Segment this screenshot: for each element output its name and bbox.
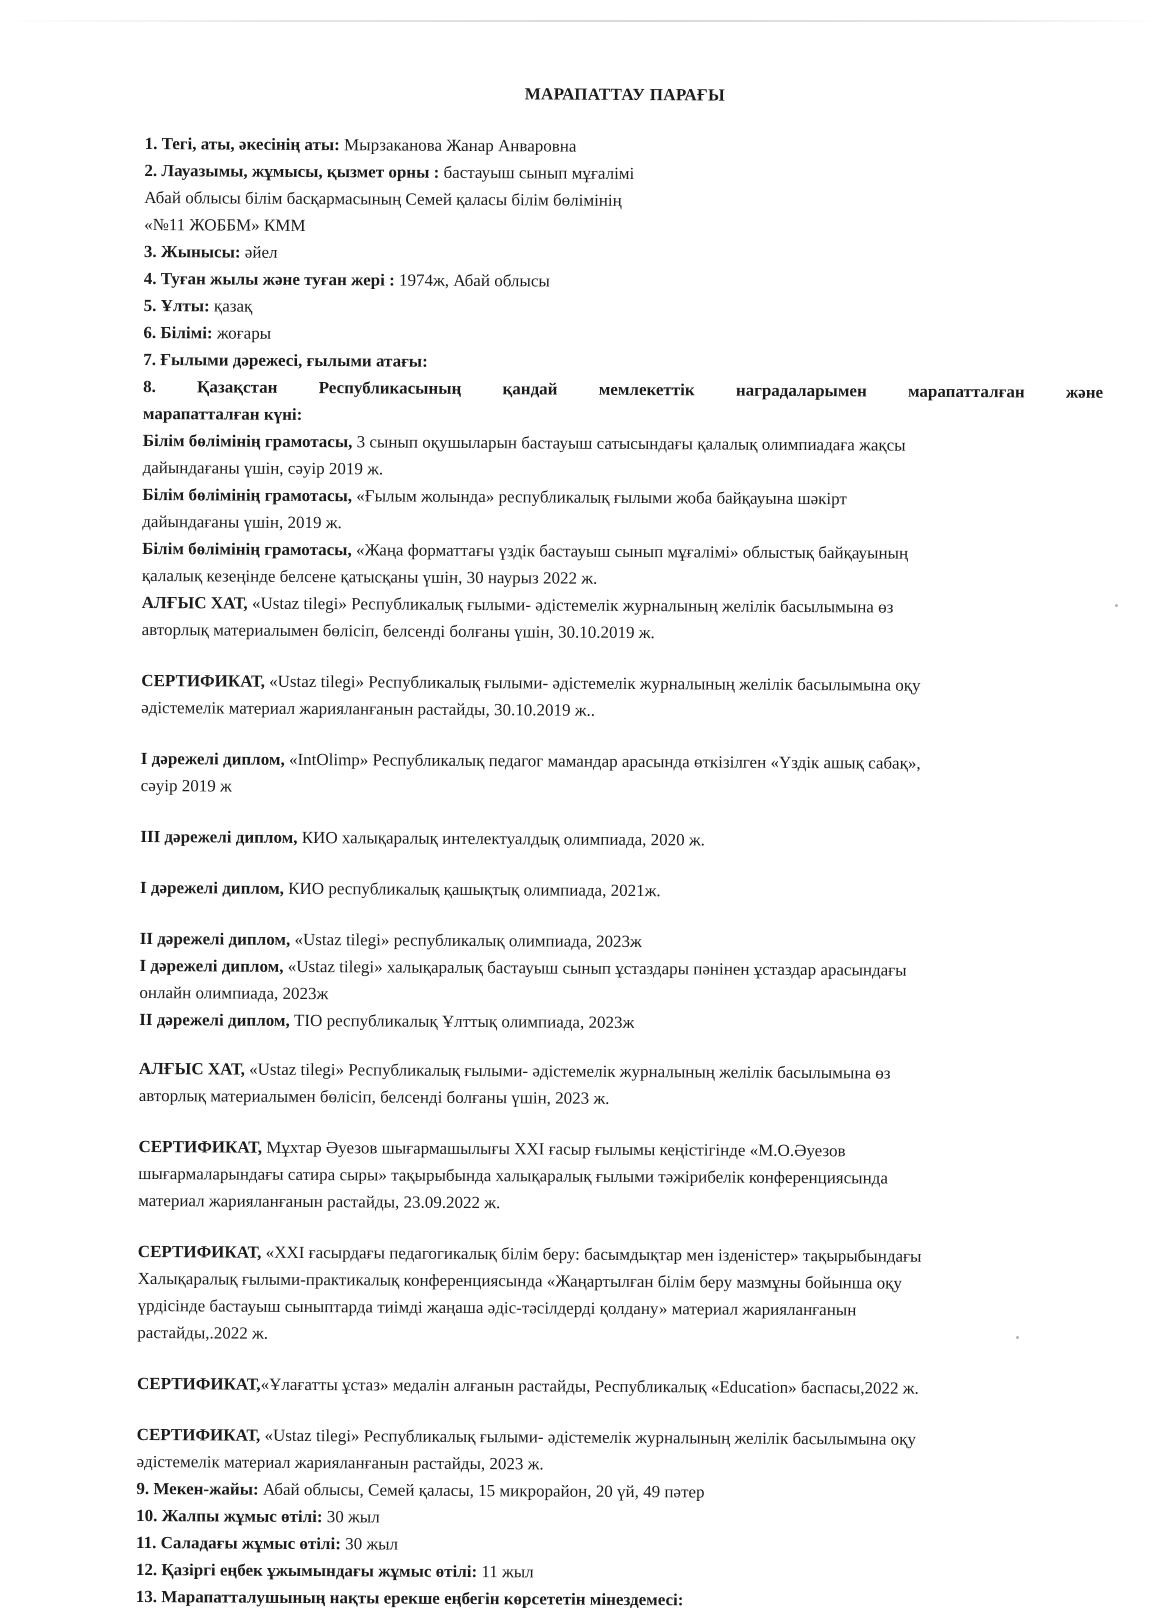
field-gender: 3. Жынысы: әйел bbox=[143, 241, 278, 262]
award-item: ІІ дәрежелі диплом, «Ustaz tilegi» республикалық олимпиада, 2023ж bbox=[139, 928, 642, 952]
field-sector-experience: 11. Саладағы жұмыс өтілі: 30 жыл bbox=[135, 1532, 399, 1554]
award-item: Білім бөлімінің грамотасы, «Ғылым жолында» республикалық ғылыми жоба байқауына шәкірт дайындағаны үшін, 2019 ж. bbox=[142, 484, 847, 533]
award-item: ІІІ дәрежелі диплом, КИО халықаралық интелектуалдық олимпиада, 2020 ж. bbox=[140, 826, 706, 850]
award-item: СЕРТИФИКАТ, «Ustaz tilegi» Республикалық ғылыми- әдістемелік журналының желілік басылымына оқу әдістемелік материал жарияланғанын растайды, 30.10.2019 ж.. bbox=[141, 670, 921, 720]
award-item: АЛҒЫС ХАТ, «Ustaz tilegi» Республикалық ғылыми- әдістемелік журналының желілік басылымына өз авторлық материалымен бөлісіп, белсенді болғаны үшін, 30.10.2019 ж. bbox=[141, 592, 894, 643]
award-item: Білім бөлімінің грамотасы, 3 сынып оқушыларын бастауыш сатысындағы қалалық олимпиадаға жақсы дайындағаны үшін, сәуір 2019 ж. bbox=[142, 430, 906, 479]
award-item: СЕРТИФИКАТ, «ХХІ ғасырдағы педагогикалық білім беру: басымдықтар мен ізденістер» тақырыбындағы Халықаралық ғылыми-практикалық конференциясында «Жаңартылған білім беру мазмұны бойынша оқу үрдісінде бастауыш сыныптарда тиімді жаңаша әдіс-тәсілдерді қолдану» материал жарияланғанын растайды,.2022 ж. bbox=[137, 1241, 922, 1343]
award-item: І дәрежелі диплом, «IntOlimp» Республикалық педагог мамандар арасында өткізілген «Үздік ашық сабақ», сәуір 2019 ж bbox=[140, 748, 921, 796]
award-item: СЕРТИФИКАТ, Мұхтар Әуезов шығармашылығы ХХІ ғасыр ғылымы кеңістігінде «М.О.Әуезов шығармаларындағы сатира сыры» тақырыбында халықаралық ғылыми тәжірибелік конференциясында материал жарияланғанын растайды, 23.09.2022 ж. bbox=[138, 1136, 888, 1213]
award-sheet bbox=[136, 78, 1105, 1616]
award-item: Білім бөлімінің грамотасы, «Жаңа форматтағы үздік бастауыш сынып мұғалімі» облыстық байқауының қалалық кезеңінде белсене қатысқаны үшін, 30 наурыз 2022 ж. bbox=[141, 538, 909, 588]
field-awards-heading-line2: марапатталған күні: bbox=[142, 403, 303, 424]
field-position: 2. Лауазымы, жұмысы, қызмет орны : бастауыш сынып мұғалімі bbox=[144, 160, 635, 183]
field-characteristic: 13. Марапатталушының нақты ерекше еңбегін көрсететін мінездемесі: bbox=[135, 1586, 684, 1610]
scan-top-line bbox=[0, 20, 1163, 22]
field-position-line3: «№11 ЖОББМ» КММ bbox=[144, 214, 306, 235]
field-total-experience: 10. Жалпы жұмыс өтілі: 30 жыл bbox=[136, 1505, 380, 1527]
field-degree: 7. Ғылыми дәрежесі, ғылыми атағы: bbox=[143, 349, 428, 371]
award-item: ІІ дәрежелі диплом, ТІО республикалық Ұлттық олимпиада, 2023ж bbox=[139, 1009, 635, 1033]
award-item: АЛҒЫС ХАТ, «Ustaz tilegi» Республикалық ғылыми- әдістемелік журналының желілік басылымына өз авторлық материалымен бөлісіп, белсенді болғаны үшін, 2023 ж. bbox=[138, 1058, 891, 1108]
field-birth: 4. Туған жылы және туған жері : 1974ж, Абай облысы bbox=[143, 268, 550, 291]
field-education: 6. Білімі: жоғары bbox=[143, 322, 272, 343]
document-title: МАРАПАТТАУ ПАРАҒЫ bbox=[524, 84, 726, 105]
award-item: І дәрежелі диплом, КИО республикалық қашықтық олимпиада, 2021ж. bbox=[139, 877, 661, 901]
field-fullname: 1. Тегі, аты, әкесінің аты: Мырзаканова Жанар Анваровна bbox=[144, 133, 577, 156]
field-awards-heading: 8. Қазақстан Республикасының қандай мемлекеттік наградаларымен марапатталған және bbox=[143, 376, 1104, 402]
award-item: СЕРТИФИКАТ, «Ustaz tilegi» Республикалық ғылыми- әдістемелік журналының желілік басылымына оқу әдістемелік материал жарияланғанын растайды, 2023 ж. bbox=[136, 1424, 917, 1474]
award-item: І дәрежелі диплом, «Ustaz tilegi» халықаралық бастауыш сынып ұстаздары пәнінен ұстаздар арасындағы онлайн олимпиада, 2023ж bbox=[139, 955, 907, 1004]
field-position-line2: Абай облысы білім басқармасының Семей қаласы білім бөлімінің bbox=[144, 187, 622, 210]
field-nationality: 5. Ұлты: қазақ bbox=[143, 295, 253, 316]
award-item: СЕРТИФИКАТ,«Ұлағатты ұстаз» медалін алғанын растайды, Республикалық «Education» баспасы,2022 ж. bbox=[136, 1373, 919, 1398]
field-current-experience: 12. Қазіргі еңбек ұжымындағы жұмыс өтілі: 11 жыл bbox=[135, 1559, 534, 1582]
field-address: 9. Мекен-жайы: Абай облысы, Семей қаласы, 15 микрорайон, 20 үй, 49 пәтер bbox=[136, 1478, 705, 1502]
scan-speck bbox=[1115, 604, 1118, 607]
